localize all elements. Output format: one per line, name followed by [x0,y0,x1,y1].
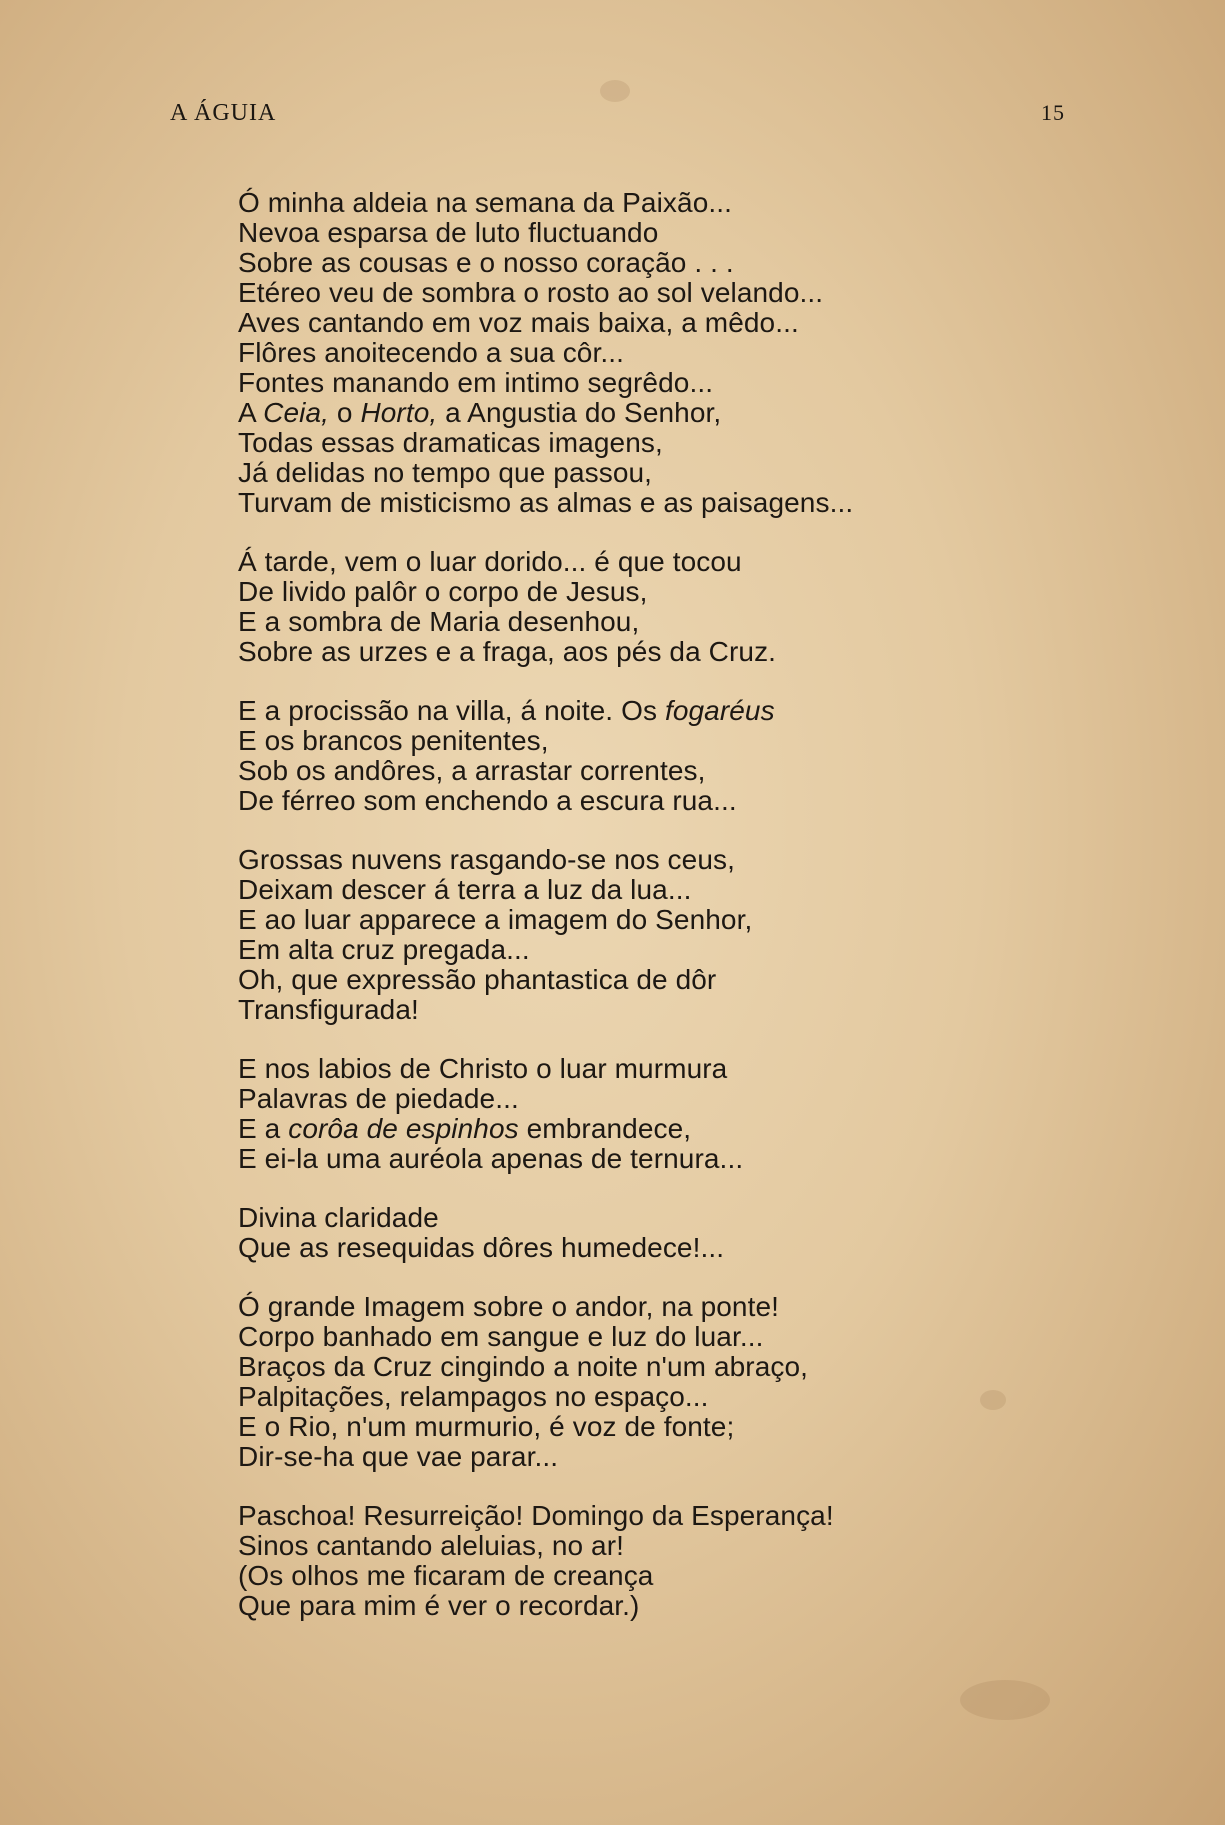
stanza-5 [238,1054,998,1174]
poem-line: E a procissão na villa, á noite. Os fogaréus [238,695,775,726]
poem-line: E os brancos penitentes, [238,725,549,756]
poem [238,188,998,1650]
journal-title: A ÁGUIA [170,100,277,126]
paper-stain [600,80,630,102]
poem-line: Todas essas dramaticas imagens, [238,427,663,458]
poem-line: A Ceia, o Horto, a Angustia do Senhor, [238,397,722,428]
poem-line: Que para mim é ver o recordar.) [238,1590,640,1621]
stanza-1 [238,188,998,518]
stanza-8 [238,1501,998,1621]
poem-line: E ei-la uma auréola apenas de ternura... [238,1143,744,1174]
italic-phrase: Ceia, [263,397,329,428]
poem-line: Já delidas no tempo que passou, [238,457,653,488]
poem-line: Deixam descer á terra a luz da lua... [238,874,692,905]
poem-line: Sobre as cousas e o nosso coração . . . [238,247,734,278]
page-number: 15 [1041,100,1065,125]
poem-line: (Os olhos me ficaram de creança [238,1560,654,1591]
poem-line: Flôres anoitecendo a sua côr... [238,337,624,368]
stanza-7 [238,1292,998,1472]
poem-line: Braços da Cruz cingindo a noite n'um abraço, [238,1351,809,1382]
poem-line: Sob os andôres, a arrastar correntes, [238,755,706,786]
poem-line: Divina claridade [238,1202,439,1233]
running-header [170,100,1065,127]
italic-phrase: Horto, [360,397,438,428]
stanza-2 [238,547,998,667]
poem-line: Em alta cruz pregada... [238,934,530,965]
poem-line: Oh, que expressão phantastica de dôr [238,964,717,995]
poem-line: E a sombra de Maria desenhou, [238,606,640,637]
poem-line: Corpo banhado em sangue e luz do luar... [238,1321,764,1352]
poem-line: Turvam de misticismo as almas e as paisagens... [238,487,854,518]
poem-line: Palpitações, relampagos no espaço... [238,1381,709,1412]
stanza-4 [238,845,998,1025]
poem-line: E nos labios de Christo o luar murmura [238,1053,728,1084]
poem-line: Palavras de piedade... [238,1083,519,1114]
poem-line: Dir-se-ha que vae parar... [238,1441,559,1472]
poem-line: Paschoa! Resurreição! Domingo da Esperança! [238,1500,834,1531]
poem-line: E o Rio, n'um murmurio, é voz de fonte; [238,1411,735,1442]
poem-line: Ó grande Imagem sobre o andor, na ponte! [238,1291,780,1322]
poem-line: Que as resequidas dôres humedece!... [238,1232,725,1263]
poem-line: Fontes manando em intimo segrêdo... [238,367,714,398]
poem-line: Ó minha aldeia na semana da Paixão... [238,187,733,218]
poem-line: Aves cantando em voz mais baixa, a mêdo... [238,307,799,338]
poem-line: Grossas nuvens rasgando-se nos ceus, [238,844,735,875]
poem-line: De férreo som enchendo a escura rua... [238,785,737,816]
poem-line: Nevoa esparsa de luto fluctuando [238,217,659,248]
italic-phrase: corôa de espinhos [288,1113,519,1144]
paper-stain [960,1680,1050,1720]
poem-line: Á tarde, vem o luar dorido... é que tocou [238,546,742,577]
stanza-3 [238,696,998,816]
poem-line: E ao luar apparece a imagem do Senhor, [238,904,753,935]
stanza-6 [238,1203,998,1263]
poem-line: Sinos cantando aleluias, no ar! [238,1530,625,1561]
poem-line: Transfigurada! [238,994,419,1025]
italic-phrase: fogaréus [664,695,775,726]
poem-line: E a corôa de espinhos embrandece, [238,1113,692,1144]
poem-line: De livido palôr o corpo de Jesus, [238,576,648,607]
poem-line: Sobre as urzes e a fraga, aos pés da Cruz. [238,636,777,667]
poem-line: Etéreo veu de sombra o rosto ao sol velando... [238,277,824,308]
